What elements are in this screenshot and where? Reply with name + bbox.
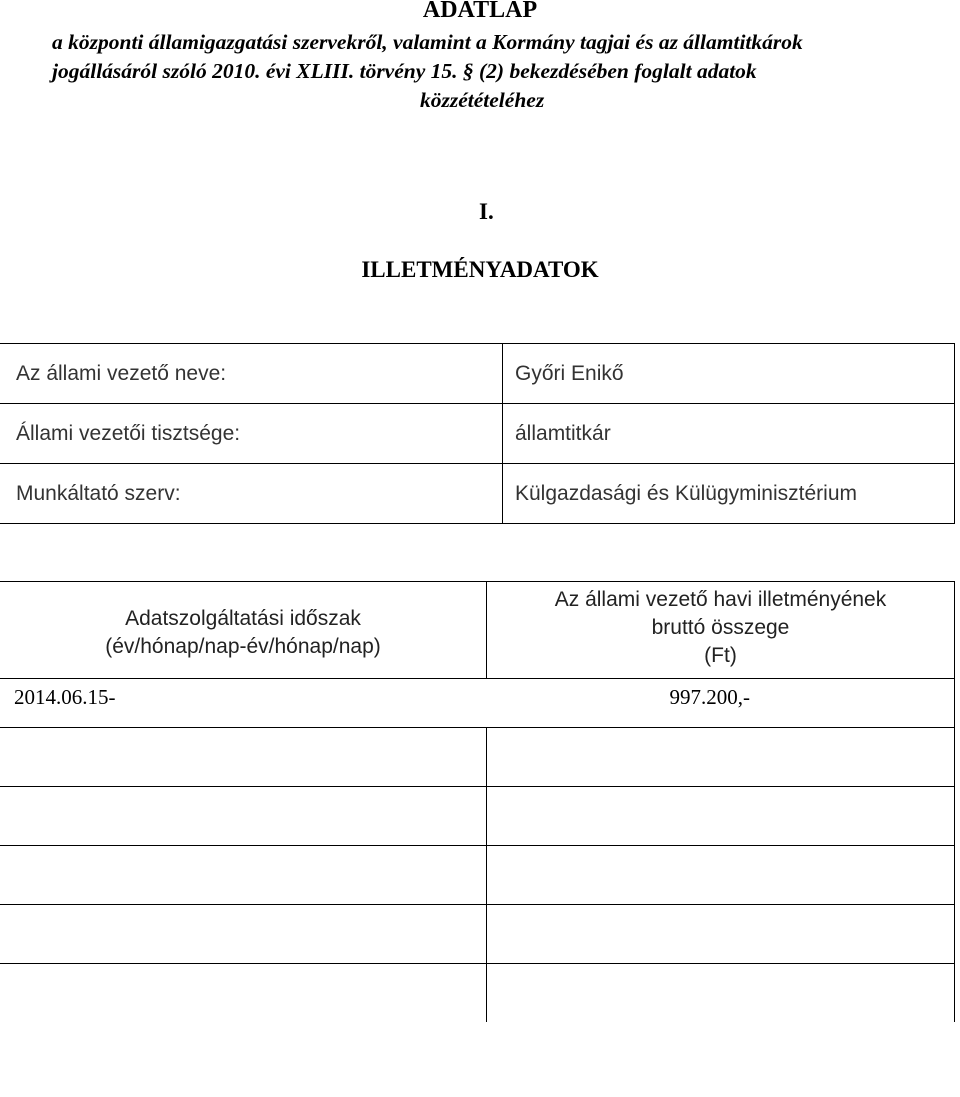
table-row: [0, 905, 955, 964]
table-row: [0, 344, 955, 404]
document-subtitle: [52, 28, 952, 115]
section-number: I.: [479, 199, 494, 224]
name-label: Az állami vezető neve:: [0, 344, 503, 404]
amount-value: 997.200,-: [487, 679, 955, 728]
amount-header-line: bruttó összege: [651, 616, 790, 639]
period-header-line: (év/hónap/nap-év/hónap/nap): [105, 635, 381, 658]
table-row: [0, 404, 955, 464]
empty-cell: [487, 964, 955, 1023]
empty-cell: [487, 905, 955, 964]
subtitle-line: jogállásáról szóló 2010. évi XLIII. törvény 15. § (2) bekezdésében foglalt adatok: [52, 59, 757, 83]
table-row: [0, 464, 955, 524]
empty-cell: [487, 787, 955, 846]
empty-cell: [0, 964, 487, 1023]
employer-value: Külgazdasági és Külügyminisztérium: [503, 464, 955, 524]
person-info-table: [0, 343, 955, 524]
period-value: 2014.06.15-: [0, 679, 487, 728]
document-title: ADATLAP: [422, 0, 538, 23]
section-title: ILLETMÉNYADATOK: [361, 257, 599, 282]
table-row: [0, 728, 955, 787]
table-header-row: [0, 582, 955, 679]
empty-cell: [0, 787, 487, 846]
subtitle-line: a központi államigazgatási szervekről, valamint a Kormány tagjai és az államtitkárok: [52, 30, 803, 54]
position-label: Állami vezetői tisztsége:: [0, 404, 503, 464]
subtitle-line: közzétételéhez: [420, 88, 545, 112]
amount-header-line: Az állami vezető havi illetményének: [554, 588, 887, 611]
employer-label: Munkáltató szerv:: [0, 464, 503, 524]
period-column-header: [0, 582, 487, 679]
empty-cell: [0, 728, 487, 787]
table-row: [0, 964, 955, 1023]
empty-cell: [487, 846, 955, 905]
empty-cell: [487, 728, 955, 787]
table-row: [0, 787, 955, 846]
salary-table: [0, 581, 955, 1022]
name-value: Győri Enikő: [503, 344, 955, 404]
position-value: államtitkár: [503, 404, 955, 464]
table-row: [0, 679, 955, 728]
empty-cell: [0, 846, 487, 905]
table-row: [0, 846, 955, 905]
period-header-line: Adatszolgáltatási időszak: [125, 607, 361, 630]
empty-cell: [0, 905, 487, 964]
amount-column-header: [487, 582, 955, 679]
amount-header-line: (Ft): [704, 644, 737, 667]
